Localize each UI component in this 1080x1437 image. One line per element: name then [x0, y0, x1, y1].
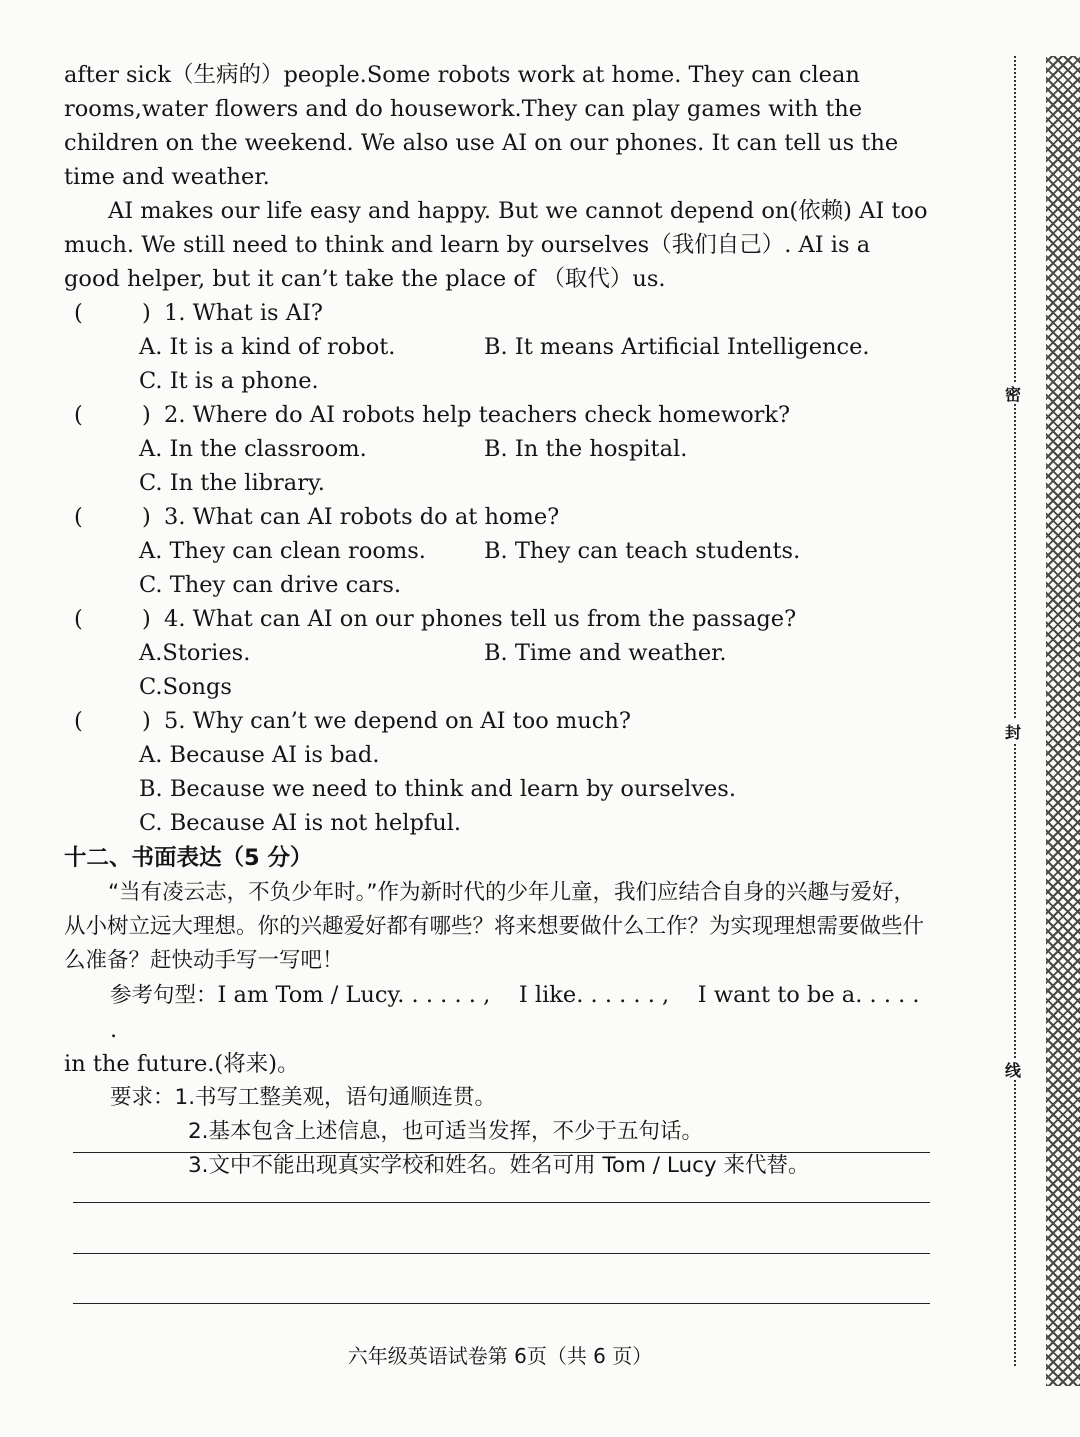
writing-line-1[interactable] — [73, 1152, 930, 1153]
option-c: C.Songs — [139, 674, 232, 700]
reference-sentences — [64, 978, 932, 1047]
question-stem: 2. Where do AI robots help teachers check homework? — [164, 402, 791, 428]
passage-paragraph-1: after sick（生病的）people.Some robots work at home. They can clean rooms,water flowers and do housework.They can play games with the children on the weekend. We also use AI on our phones. It can tell us the time and weather. — [64, 62, 899, 190]
binding-mark-2: 封 — [1002, 720, 1024, 742]
reference-sentence-3: I want to be a. . . . . . — [110, 982, 920, 1043]
question-stem: 4. What can AI on our phones tell us from the passage? — [164, 606, 797, 632]
option-c: C. It is a phone. — [139, 368, 319, 394]
binding-hatch-border — [1046, 56, 1080, 1386]
binding-mark-3: 线 — [1002, 1058, 1024, 1080]
question-stem: 3. What can AI robots do at home? — [164, 504, 560, 530]
answer-blank-open[interactable]: ( — [74, 300, 83, 326]
exam-page-body — [64, 58, 932, 1183]
option-b: B. In the hospital. — [484, 436, 688, 462]
answer-blank-open[interactable]: ( — [74, 708, 83, 734]
answer-blank-close: ) — [142, 300, 151, 326]
option-b: B. Because we need to think and learn by ourselves. — [139, 776, 736, 802]
section-title-writing: 十二、书面表达（5 分） — [64, 845, 313, 871]
answer-blank-close: ) — [142, 402, 151, 428]
option-b: B. Time and weather. — [484, 640, 727, 666]
question-stem: 1. What is AI? — [164, 300, 323, 326]
binding-dotted-line — [1014, 56, 1016, 1366]
reference-sentence-2: I like. . . . . . , — [518, 982, 670, 1008]
question-3 — [64, 500, 932, 602]
binding-mark-1: 密 — [1002, 382, 1024, 404]
answer-blank-open[interactable]: ( — [74, 606, 83, 632]
answer-blank-close: ) — [142, 708, 151, 734]
question-stem: 5. Why can’t we depend on AI too much? — [164, 708, 631, 734]
writing-intro: “当有凌云志，不负少年时。”作为新时代的少年儿童，我们应结合自身的兴趣与爱好，从小树立远大理想。你的兴趣爱好都有哪些？将来想要做什么工作？为实现理想需要做些什么准备？赶快动手写一写吧！ — [64, 880, 925, 973]
writing-line-3[interactable] — [73, 1253, 930, 1254]
option-a: A. Because AI is bad. — [139, 742, 380, 768]
option-c: C. In the library. — [139, 470, 325, 496]
option-c: C. Because AI is not helpful. — [139, 810, 462, 836]
answer-blank-close: ) — [142, 504, 151, 530]
question-5 — [64, 704, 932, 840]
requirement-1: 1.书写工整美观，语句通顺连贯。 — [174, 1085, 497, 1110]
requirement-3: 3.文中不能出现真实学校和姓名。姓名可用 Tom / Lucy 来代替。 — [188, 1153, 810, 1178]
question-1 — [64, 296, 932, 398]
option-a: A. They can clean rooms. — [139, 538, 426, 564]
requirement-2: 2.基本包含上述信息，也可适当发挥，不少于五句话。 — [188, 1119, 704, 1144]
answer-blank-open[interactable]: ( — [74, 402, 83, 428]
reference-sentence-1: I am Tom / Lucy. . . . . . , — [217, 982, 491, 1008]
requirements-label: 要求： — [110, 1085, 175, 1110]
option-a: A.Stories. — [139, 640, 251, 666]
answer-blank-close: ) — [142, 606, 151, 632]
option-b: B. It means Artificial Intelligence. — [484, 334, 870, 360]
answer-blank-open[interactable]: ( — [74, 504, 83, 530]
page-footer: 六年级英语试卷第 6页（共 6 页） — [347, 1344, 653, 1368]
question-2 — [64, 398, 932, 500]
reference-tail: in the future.(将来)。 — [64, 1051, 300, 1077]
option-a: A. In the classroom. — [139, 436, 367, 462]
passage-paragraph-2: AI makes our life easy and happy. But we cannot depend on(依赖) AI too much. We still need to think and learn by ourselves（我们自己）. AI is a good helper, but it can’t take the place of （取代）us. — [64, 198, 928, 292]
option-b: B. They can teach students. — [484, 538, 801, 564]
writing-line-4[interactable] — [73, 1303, 930, 1304]
reference-prefix: 参考句型： — [110, 983, 218, 1008]
writing-line-2[interactable] — [73, 1202, 930, 1203]
option-c: C. They can drive cars. — [139, 572, 402, 598]
requirement-1-row — [64, 1081, 932, 1115]
question-4 — [64, 602, 932, 704]
option-a: A. It is a kind of robot. — [139, 334, 396, 360]
